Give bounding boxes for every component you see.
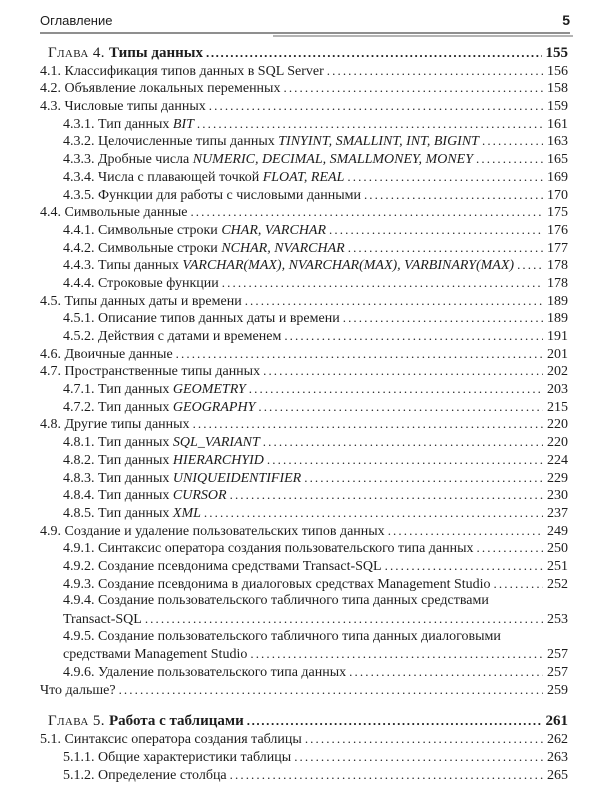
dot-leader xyxy=(263,362,543,381)
toc-page-number: 257 xyxy=(547,647,568,663)
toc-text-segment: 4.8.4. Тип данных xyxy=(63,488,173,504)
toc-text-segment: 4.3. Числовые типы данных xyxy=(40,99,206,115)
toc-entry-title xyxy=(40,346,173,364)
toc-text-segment: 4.8. Другие типы данных xyxy=(40,417,190,433)
toc-entry-title xyxy=(63,664,346,682)
toc-entry-row xyxy=(40,309,568,327)
toc-entry-title xyxy=(63,187,361,205)
toc-page-number: 191 xyxy=(547,329,568,344)
toc-entry-row xyxy=(40,469,568,487)
toc-entry-row xyxy=(40,557,568,575)
dot-leader xyxy=(249,380,543,399)
toc-entry-row xyxy=(40,203,568,221)
toc-text-segment: 4.4.4. Строковые функции xyxy=(63,275,219,291)
toc-text-segment: 4.4.1. Символьные строки xyxy=(63,222,222,238)
toc-page-number: 189 xyxy=(547,311,568,327)
dot-leader xyxy=(329,221,543,240)
toc-entry-row xyxy=(40,592,568,610)
toc-text-segment: 4.5.2. Действия с датами и временем xyxy=(63,329,282,344)
toc-page-number: 201 xyxy=(547,346,568,362)
toc-text-segment: 5.1.1. Общие характеристики таблицы xyxy=(63,749,292,765)
toc-entry-title xyxy=(63,257,514,275)
toc-text-segment: 4.8.1. Тип данных xyxy=(63,435,173,451)
toc-text-segment: SQL_VARIANT xyxy=(172,435,260,451)
toc-text-segment: 4.5. Типы данных даты и времени xyxy=(40,293,242,309)
toc-page-number: 224 xyxy=(547,452,568,468)
toc-page-number: 265 xyxy=(547,767,568,783)
dot-leader xyxy=(348,239,543,258)
toc-entry-title xyxy=(63,169,344,187)
toc-page-number: 251 xyxy=(547,558,568,574)
toc-entry-title xyxy=(48,713,244,731)
toc-text-segment: 4.2. Объявление локальных переменных xyxy=(40,81,281,97)
toc-entry-title xyxy=(40,731,302,749)
toc-entry-row xyxy=(40,97,568,115)
toc-entry-title xyxy=(40,682,116,700)
toc-entry-row xyxy=(40,256,568,274)
toc-list xyxy=(40,44,568,783)
toc-text-segment: 4.8.2. Тип данных xyxy=(63,452,173,468)
dot-leader xyxy=(304,469,543,488)
toc-entry-row xyxy=(40,62,568,80)
toc-entry-row xyxy=(40,327,568,345)
dot-leader xyxy=(283,79,543,98)
toc-text-segment: CURSOR xyxy=(172,488,227,504)
toc-text-segment: 4.4.3. Типы данных xyxy=(63,258,183,274)
toc-page-number: 176 xyxy=(547,222,568,238)
toc-page-number: 230 xyxy=(547,488,568,504)
dot-leader xyxy=(190,203,543,222)
dot-leader xyxy=(230,486,543,505)
toc-entry-title xyxy=(40,523,385,541)
dot-leader xyxy=(250,645,543,664)
toc-entry-title xyxy=(63,116,194,134)
toc-text-segment: 4.3.1. Тип данных xyxy=(63,116,173,132)
toc-entry-row xyxy=(40,239,568,257)
toc-text-segment: Transact-SQL xyxy=(63,612,142,627)
toc-entry-row xyxy=(40,274,568,292)
toc-page-number: 261 xyxy=(545,713,568,730)
toc-entry-row xyxy=(40,628,568,646)
toc-entry-row xyxy=(40,663,568,681)
toc-page-number: 189 xyxy=(547,293,568,309)
toc-text-segment: GEOGRAPHY xyxy=(172,399,256,415)
running-header xyxy=(40,12,570,34)
toc-entry-title xyxy=(48,45,203,63)
toc-page-number: 155 xyxy=(545,45,568,61)
dot-leader xyxy=(517,256,543,275)
toc-page-number: 161 xyxy=(547,116,568,132)
toc-page-number: 158 xyxy=(547,81,568,97)
toc-entry-title xyxy=(63,222,326,240)
toc-text-segment: 4.8.5. Тип данных xyxy=(63,505,173,521)
toc-entry-row xyxy=(40,415,568,433)
toc-entry-title xyxy=(40,416,190,434)
dot-leader xyxy=(197,115,543,134)
toc-entry-title xyxy=(63,470,301,488)
toc-entry-row xyxy=(40,451,568,469)
dot-leader xyxy=(482,132,543,151)
dot-leader xyxy=(204,504,543,523)
dot-leader xyxy=(206,44,542,63)
toc-entry-row xyxy=(40,186,568,204)
toc-text-segment: 4.7. Пространственные типы данных xyxy=(40,364,261,380)
toc-text-segment: UNIQUEIDENTIFIER xyxy=(172,470,302,486)
toc-entry-row xyxy=(40,575,568,593)
toc-entry-row xyxy=(40,221,568,239)
toc-page-number: 202 xyxy=(547,364,568,380)
toc-page-number: 250 xyxy=(547,541,568,557)
toc-entry-row xyxy=(40,486,568,504)
toc-text-segment: NUMERIC, DECIMAL, SMALLMONEY, MONEY xyxy=(192,152,474,168)
toc-page-number: 178 xyxy=(547,275,568,291)
toc-text-segment: 4.9.4. Создание пользовательского табличного типа данных средствами xyxy=(63,593,489,609)
toc-text-segment: Глава 4. xyxy=(48,45,110,61)
dot-leader xyxy=(145,610,543,629)
toc-page-number: 203 xyxy=(547,382,568,398)
toc-text-segment: TINYINT, SMALLINT, INT, BIGINT xyxy=(278,134,479,150)
toc-entry-title xyxy=(63,151,473,169)
toc-entry-row xyxy=(40,380,568,398)
toc-chapter-row xyxy=(40,712,568,730)
toc-text-segment: FLOAT, REAL xyxy=(262,169,345,185)
toc-text-segment: 4.3.2. Целочисленные типы данных xyxy=(63,134,279,150)
toc-text-segment: 4.1. Классификация типов данных в SQL Server xyxy=(40,63,324,79)
dot-leader xyxy=(364,186,543,205)
toc-text-segment: 4.9.3. Создание псевдонима в диалоговых средствах Management Studio xyxy=(63,576,491,592)
toc-text-segment: 4.4. Символьные данные xyxy=(40,205,188,221)
toc-page-number: 175 xyxy=(547,205,568,221)
toc-text-segment: 4.9.6. Удаление пользовательского типа данных xyxy=(63,665,347,681)
header-page-number: 5 xyxy=(562,12,570,28)
dot-leader xyxy=(284,327,543,346)
toc-page-number: 252 xyxy=(547,576,568,592)
toc-entry-title xyxy=(63,540,474,558)
toc-entry-title xyxy=(63,646,247,664)
toc-entry-row xyxy=(40,504,568,522)
toc-entry-row xyxy=(40,610,568,628)
toc-entry-row xyxy=(40,730,568,748)
toc-entry-title xyxy=(63,611,142,629)
toc-text-segment: средствами Management Studio xyxy=(63,647,248,663)
toc-text-segment: Глава 5. xyxy=(48,713,110,730)
toc-text-segment: GEOMETRY xyxy=(172,382,246,398)
dot-leader xyxy=(193,415,543,434)
toc-page-number: 220 xyxy=(547,435,568,451)
toc-entry-row xyxy=(40,433,568,451)
toc-entry-row xyxy=(40,362,568,380)
toc-entry-title xyxy=(63,628,501,646)
dot-leader xyxy=(494,575,543,594)
toc-page-number: 237 xyxy=(547,505,568,521)
toc-text-segment: HIERARCHYID xyxy=(172,452,264,468)
dot-leader xyxy=(247,712,542,731)
toc-entry-row xyxy=(40,132,568,150)
dot-leader xyxy=(385,557,543,576)
toc-entry-row xyxy=(40,766,568,784)
toc-entry-title xyxy=(63,381,246,399)
toc-entry-title xyxy=(63,487,227,505)
toc-text-segment: Работа с таблицами xyxy=(109,713,244,730)
toc-page-number: 159 xyxy=(547,99,568,115)
toc-page-number: 257 xyxy=(547,665,568,681)
toc-entry-title xyxy=(63,240,345,258)
toc-entry-row xyxy=(40,345,568,363)
toc-text-segment: 4.9.2. Создание псевдонима средствами Transact-SQL xyxy=(63,558,382,574)
toc-entry-title xyxy=(63,767,227,785)
toc-page-number: 220 xyxy=(547,417,568,433)
toc-entry-row xyxy=(40,522,568,540)
toc-page-number: 177 xyxy=(547,240,568,256)
dot-leader xyxy=(349,663,543,682)
toc-entry-row xyxy=(40,748,568,766)
dot-leader xyxy=(258,398,543,417)
toc-entry-row xyxy=(40,645,568,663)
toc-text-segment: 4.3.5. Функции для работы с числовыми данными xyxy=(63,187,361,203)
toc-page-number: 263 xyxy=(547,749,568,765)
toc-page-number: 262 xyxy=(547,732,568,748)
toc-entry-row xyxy=(40,168,568,186)
dot-leader xyxy=(267,451,543,470)
toc-entry-title xyxy=(40,204,187,222)
toc-page-number: 169 xyxy=(547,169,568,185)
toc-entry-title xyxy=(63,133,479,151)
dot-leader xyxy=(347,168,543,187)
toc-text-segment: 5.1. Синтаксис оператора создания таблицы xyxy=(40,732,302,748)
toc-page-number: 249 xyxy=(547,523,568,539)
toc-text-segment: NCHAR, NVARCHAR xyxy=(221,240,345,256)
dot-leader xyxy=(388,522,543,541)
toc-page-number: 215 xyxy=(547,399,568,415)
dot-leader xyxy=(209,97,543,116)
toc-page-number: 253 xyxy=(547,612,568,627)
toc-text-segment: 4.9. Создание и удаление пользовательских типов данных xyxy=(40,523,385,539)
toc-text-segment: CHAR, VARCHAR xyxy=(221,222,327,238)
dot-leader xyxy=(343,309,543,328)
toc-text-segment: 4.9.5. Создание пользовательского табличного типа данных диалоговыми xyxy=(63,628,501,644)
dot-leader xyxy=(476,150,543,169)
toc-entry-title xyxy=(63,558,382,576)
toc-entry-title xyxy=(63,328,281,346)
dot-leader xyxy=(230,766,543,785)
toc-entry-title xyxy=(40,363,260,381)
toc-entry-title xyxy=(40,63,324,81)
toc-entry-title xyxy=(63,310,340,328)
dot-leader xyxy=(327,62,543,81)
toc-entry-row xyxy=(40,539,568,557)
dot-leader xyxy=(176,345,543,364)
toc-page-number: 165 xyxy=(547,152,568,168)
toc-text-segment: 4.3.4. Числа с плавающей точкой xyxy=(63,169,263,185)
toc-chapter-row xyxy=(40,44,568,62)
toc-text-segment: VARCHAR(MAX), NVARCHAR(MAX), VARBINARY(MAX) xyxy=(182,258,515,274)
toc-text-segment: 4.7.2. Тип данных xyxy=(63,399,173,415)
toc-entry-title xyxy=(40,98,206,116)
dot-leader xyxy=(477,539,543,558)
toc-text-segment: 4.9.1. Синтаксис оператора создания пользовательского типа данных xyxy=(63,541,474,557)
toc-page-number: 170 xyxy=(547,187,568,203)
toc-text-segment: 4.4.2. Символьные строки xyxy=(63,240,222,256)
toc-entry-row xyxy=(40,115,568,133)
toc-entry-title xyxy=(63,576,491,594)
dot-leader xyxy=(263,433,543,452)
toc-entry-title xyxy=(40,80,280,98)
toc-entry-row xyxy=(40,79,568,97)
toc-entry-title xyxy=(63,399,255,417)
toc-text-segment: 4.5.1. Описание типов данных даты и времени xyxy=(63,311,340,327)
toc-entry-row xyxy=(40,681,568,699)
toc-entry-title xyxy=(63,275,219,293)
toc-text-segment: 4.7.1. Тип данных xyxy=(63,382,173,398)
dot-leader xyxy=(305,730,543,749)
toc-entry-title xyxy=(63,452,264,470)
running-title: Оглавление xyxy=(40,13,113,28)
toc-entry-row xyxy=(40,292,568,310)
toc-entry-title xyxy=(40,293,242,311)
toc-text-segment: 4.8.3. Тип данных xyxy=(63,470,173,486)
toc-text-segment: 5.1.2. Определение столбца xyxy=(63,767,227,783)
toc-text-segment: 4.6. Двоичные данные xyxy=(40,346,173,362)
toc-entry-title xyxy=(63,592,489,610)
toc-entry-title xyxy=(63,749,291,767)
toc-text-segment: Типы данных xyxy=(109,45,203,61)
dot-leader xyxy=(294,748,543,767)
toc-page-number: 229 xyxy=(547,470,568,486)
toc-entry-row xyxy=(40,150,568,168)
toc-page-number: 259 xyxy=(547,682,568,698)
dot-leader xyxy=(119,681,543,700)
dot-leader xyxy=(222,274,543,293)
toc-page-number: 163 xyxy=(547,134,568,150)
toc-entry-row xyxy=(40,398,568,416)
toc-text-segment: BIT xyxy=(172,116,194,132)
dot-leader xyxy=(245,292,543,311)
toc-page-number: 178 xyxy=(547,258,568,274)
toc-entry-title xyxy=(63,505,201,523)
toc-text-segment: 4.3.3. Дробные числа xyxy=(63,152,193,168)
toc-entry-title xyxy=(63,434,260,452)
toc-text-segment: XML xyxy=(172,505,201,521)
toc-page-number: 156 xyxy=(547,63,568,79)
toc-text-segment: Что дальше? xyxy=(40,682,116,698)
